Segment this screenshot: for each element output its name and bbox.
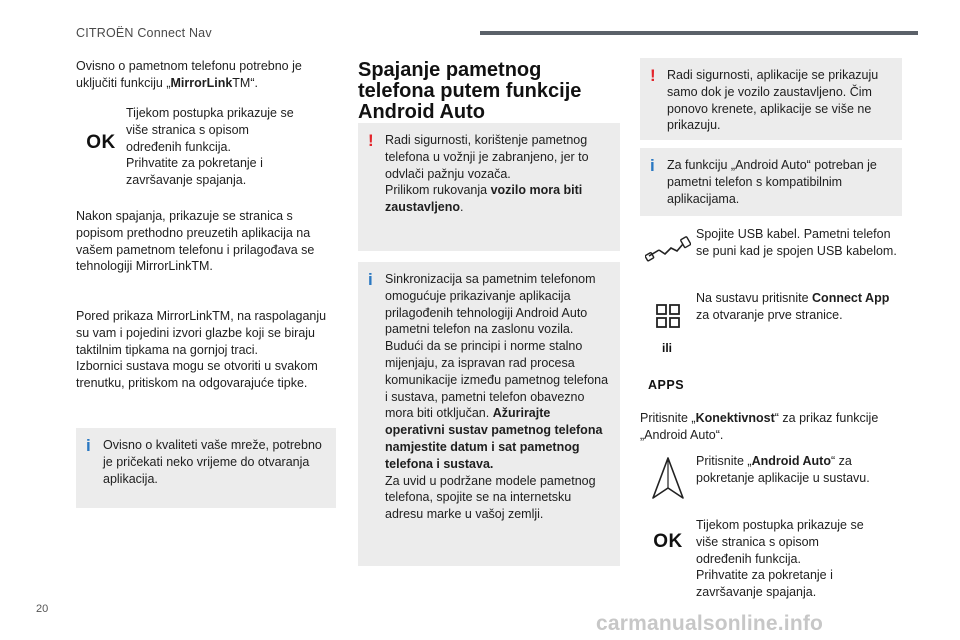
warning-icon: ! <box>650 66 656 85</box>
header-bar <box>480 31 918 35</box>
connect-app-row: Na sustavu pritisnite Connect App za otvaranje prve stranice. <box>640 290 902 342</box>
ok-text: Tijekom postupka prikazuje se više stranica s opisom određenih funkcija. Prihvatite za pokretanje i završavanje spajanja. <box>696 518 864 600</box>
header-title: CITROËN Connect Nav <box>76 26 212 40</box>
ok-icon: OK <box>86 132 116 153</box>
android-auto-row: Pritisnite „Android Auto“ za pokretanje aplikacije u sustavu. <box>640 453 902 503</box>
apps-button-icon: APPS <box>648 378 685 392</box>
connect-app-grid-icon <box>640 290 696 342</box>
warning-icon: ! <box>368 131 374 150</box>
safety-warning-box: ! Radi sigurnosti, korištenje pametnog telefona u vožnji je zabranjeno, jer to odvlači pažnju vozača. Prilikom rukovanja vozilo mora biti zaustavljeno. <box>358 123 620 251</box>
apps-safety-warning-box: ! Radi sigurnosti, aplikacije se prikazuju samo dok je vozilo zaustavljeno. Čim ponovo krenete, aplikacije se više ne prikazuju. <box>640 58 902 140</box>
ok-icon: OK <box>653 531 683 552</box>
connectivity-paragraph: Pritisnite „Konektivnost“ za prikaz funkcije „Android Auto“. <box>640 411 879 442</box>
mirrorlink-display-paragraph: Pored prikaza MirrorLinkTM, na raspolaganju su vam i pojedini izvori glazbe koji se biraju taktilnim tipkama na gornjoj traci. Izbornici sustava mogu se otvoriti u svakom trenutku, pritiskom na odgovarajuće tipke. <box>76 309 327 391</box>
mirrorlink-connected-paragraph: Nakon spajanja, prikazuje se stranica s popisom prethodno preuzetih aplikacija na vašem pametnom telefonu i prilagođava se tehnologiji MirrorLinkTM. <box>76 209 315 274</box>
info-icon: i <box>86 436 91 455</box>
section-heading: Spajanje pametnog telefona putem funkcije Android Auto <box>358 59 582 123</box>
watermark: carmanualsonline.info <box>596 612 824 635</box>
or-label: ili <box>662 341 673 355</box>
info-icon: i <box>368 270 373 289</box>
info-icon: i <box>650 156 655 175</box>
usb-text: Spojite USB kabel. Pametni telefon se puni kad je spojen USB kabelom. <box>696 227 897 258</box>
page-number: 20 <box>36 603 49 615</box>
ok-row-1 <box>76 105 338 189</box>
android-auto-icon <box>640 453 696 503</box>
usb-cable-icon <box>640 226 696 272</box>
network-info-box: i Ovisno o kvaliteti vaše mreže, potrebno je pričekati neko vrijeme do otvaranja aplikacija. <box>76 428 336 508</box>
compatibility-info-box: i Za funkciju „Android Auto“ potreban je pametni telefon s kompatibilnim aplikacijama. <box>640 148 902 216</box>
ok-row-2 <box>640 517 902 601</box>
sync-info-box: i Sinkronizacija sa pametnim telefonom omogućuje prikazivanje aplikacija prilagođenih tehnologiji Android Auto pametni telefon na zaslonu vozila. Budući da se principi i norme stalno mijenjaju, za ispravan rad procesa komunikacije između pametnog telefona i sustava, pametni telefon obavezno mora biti otključan. Ažurirajte operativni sustav pametnog telefona namjestite datum i sat pametnog telefona i sustava. Za uvid u podržane modele pametnog telefona, spojite se na internetsku adresu marke u vašoj zemlji. <box>358 262 620 566</box>
mirrorlink-intro: Ovisno o pametnom telefonu potrebno je uključiti funkciju „MirrorLinkTM“. <box>76 59 302 90</box>
usb-row <box>640 226 902 272</box>
column-1 <box>76 58 338 92</box>
ok-text: Tijekom postupka prikazuje se više stranica s opisom određenih funkcija. Prihvatite za pokretanje i završavanje spajanja. <box>126 106 294 188</box>
